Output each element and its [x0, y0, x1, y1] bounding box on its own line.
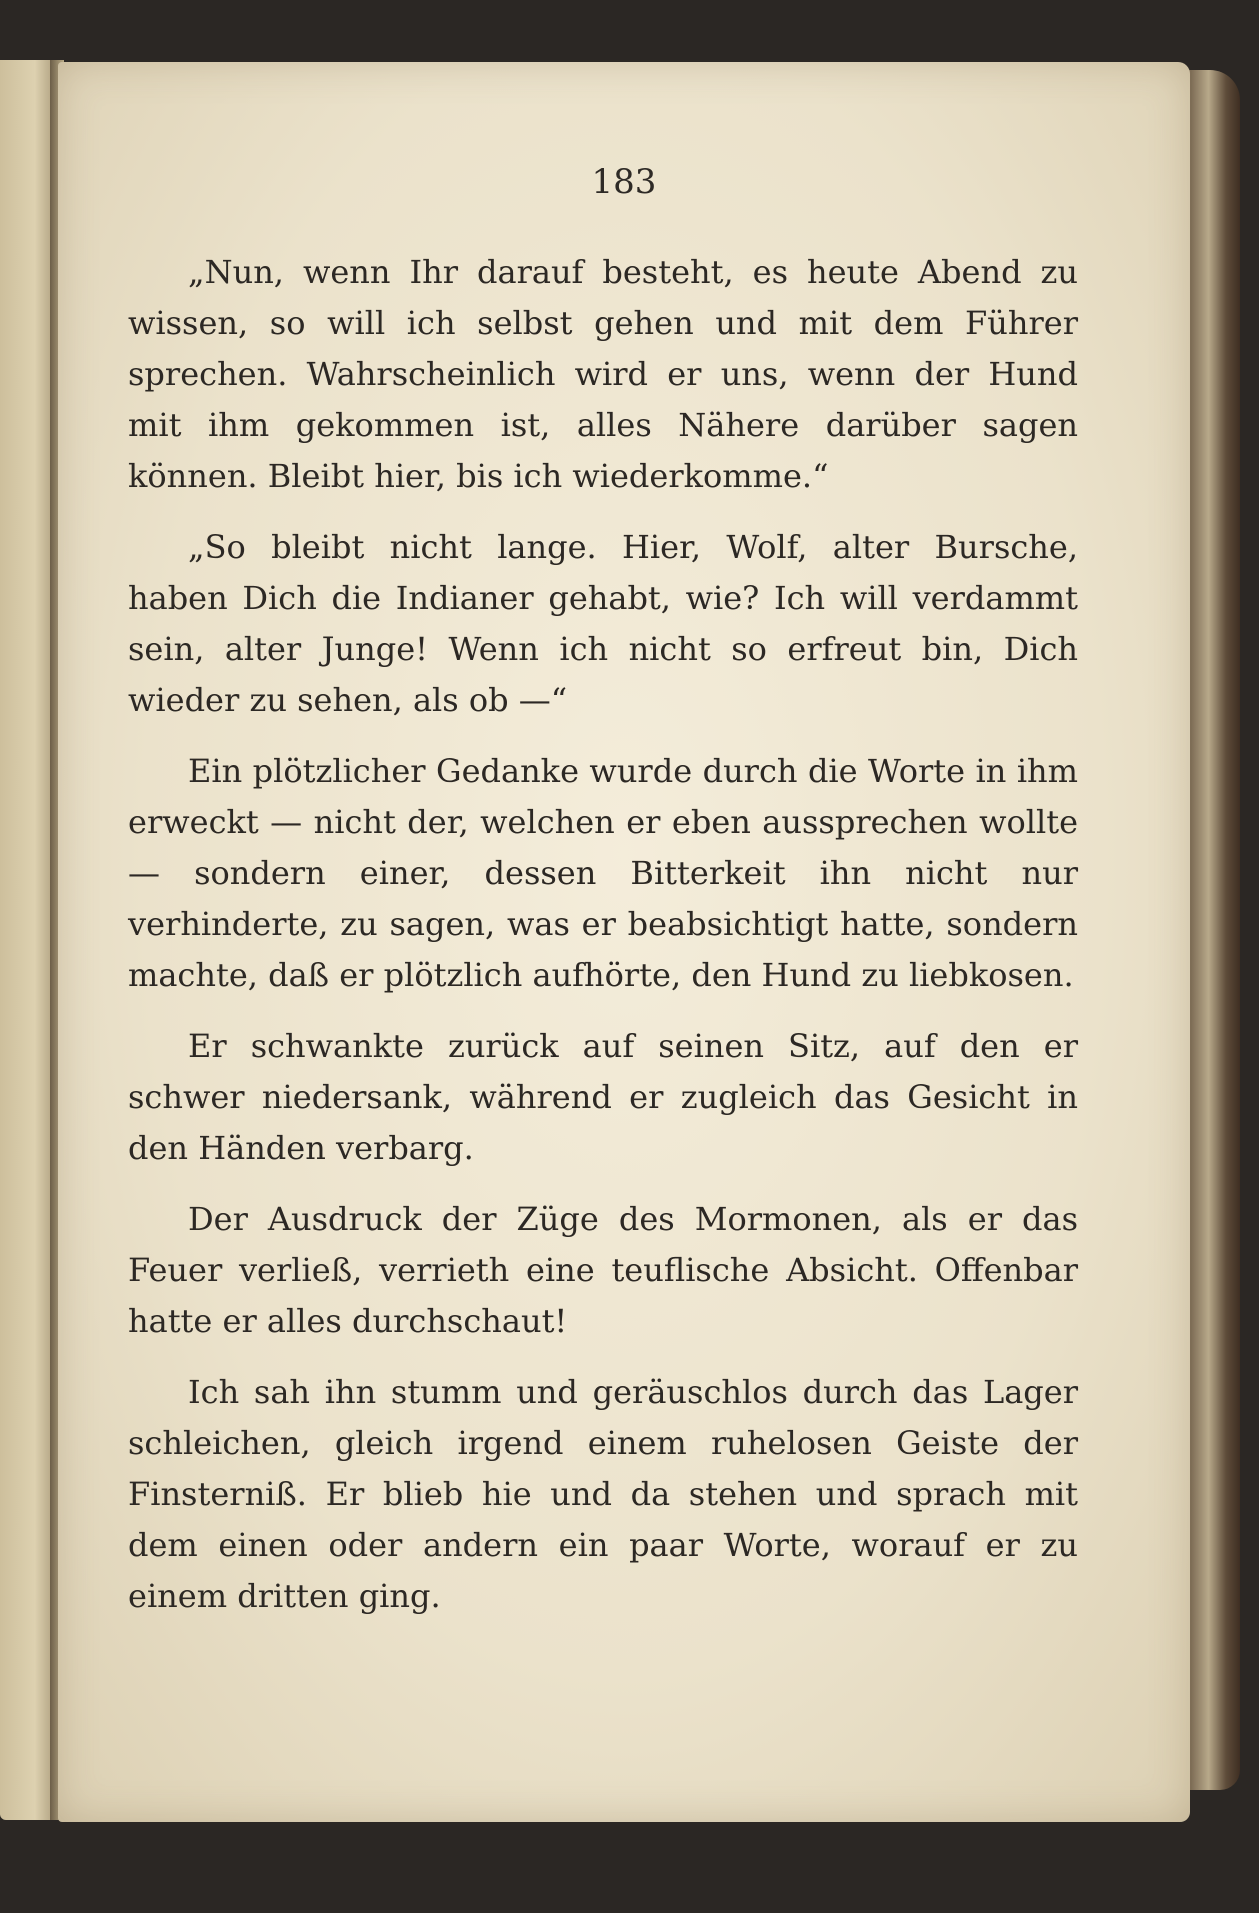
- paragraph: Der Ausdruck der Züge des Mormonen, als er das Feuer verließ, verrieth eine teuflische Absicht. Offenbar hatte er alles durchschaut!: [128, 1200, 1078, 1340]
- page-number: 183: [591, 162, 657, 202]
- paragraph: „Nun, wenn Ihr darauf besteht, es heute Abend zu wissen, so will ich selbst gehen und mit dem Führer sprechen. Wahrscheinlich wird er uns, wenn der Hund mit ihm gekommen ist, alles Nähere darüber sagen können. Bleibt hier, bis ich wiederkomme.“: [128, 253, 1078, 495]
- paragraph: Ich sah ihn stumm und geräuschlos durch das Lager schleichen, gleich irgend einem ruhelosen Geiste der Finsterniß. Er blieb hie und da stehen und sprach mit dem einen oder andern ein paar Worte, worauf er zu einem dritten ging.: [128, 1373, 1078, 1615]
- paragraph: Er schwankte zurück auf seinen Sitz, auf den er schwer niedersank, während er zugleich das Gesicht in den Händen verbarg.: [128, 1027, 1078, 1167]
- paragraph: „So bleibt nicht lange. Hier, Wolf, alter Bursche, haben Dich die Indianer gehabt, wie? Ich will verdammt sein, alter Junge! Wenn ich nicht so erfreut bin, Dich wieder zu sehen, als ob —“: [128, 528, 1078, 719]
- book-page: [58, 62, 1190, 1822]
- paragraph: Ein plötzlicher Gedanke wurde durch die Worte in ihm erweckt — nicht der, welchen er eben aussprechen wollte — sondern einer, dessen Bitterkeit ihn nicht nur verhinderte, zu sagen, was er beabsichtigt hatte, sondern machte, daß er plötzlich aufhörte, den Hund zu liebkosen.: [128, 752, 1078, 994]
- page-body: [128, 247, 1078, 1642]
